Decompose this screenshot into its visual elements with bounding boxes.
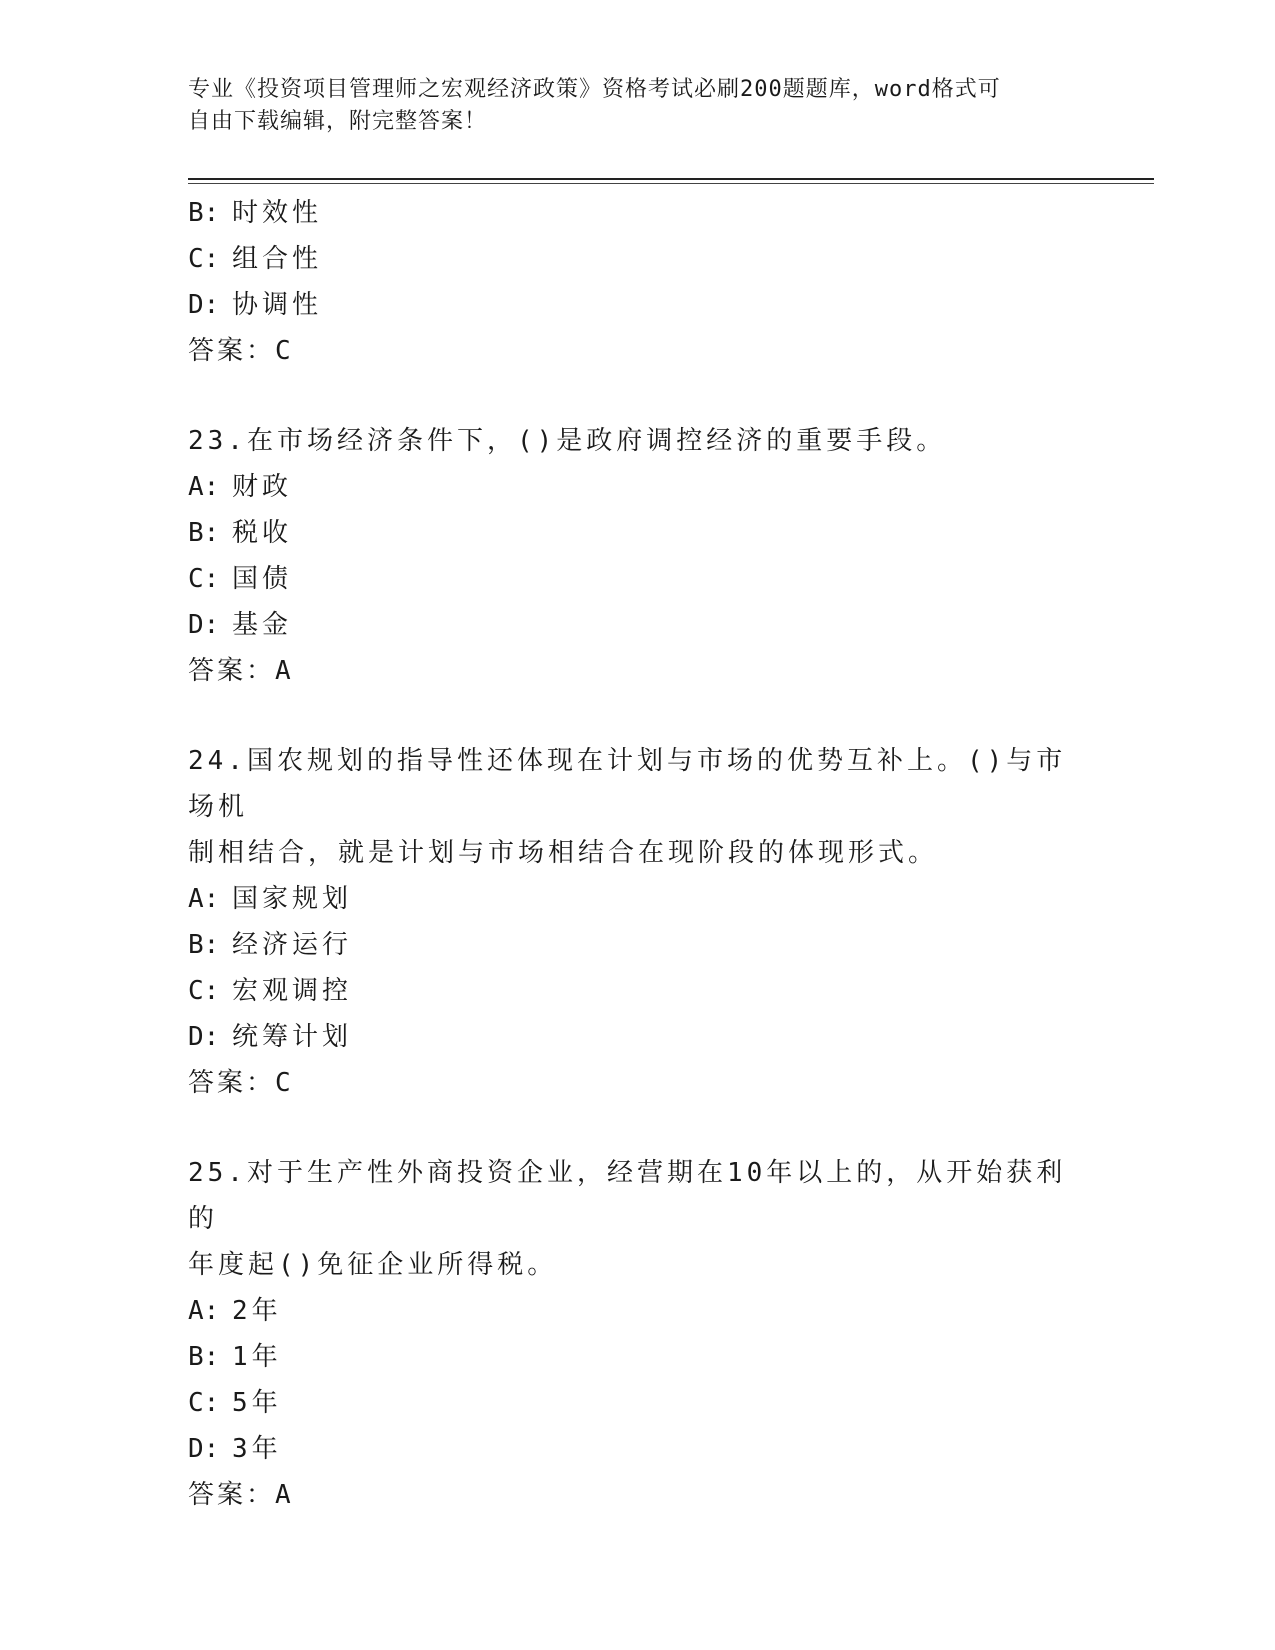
option-text: 统筹计划	[232, 1022, 353, 1052]
header-line-1: 专业《投资项目管理师之宏观经济政策》资格考试必刷200题题库，word格式可	[188, 77, 1001, 102]
option-text: 经济运行	[232, 930, 353, 960]
question-stem-continued: 年度起()免征企业所得税。	[188, 1250, 558, 1280]
option-text: 国家规划	[232, 884, 353, 914]
answer-line: 答案：A	[188, 1480, 294, 1510]
question-list	[188, 190, 1088, 1518]
option-text: 税收	[232, 518, 293, 548]
option-d	[188, 1014, 1088, 1060]
document-header	[188, 74, 1068, 138]
option-text: 5年	[232, 1388, 282, 1418]
option-letter: B:	[188, 518, 220, 548]
option-letter: D:	[188, 610, 220, 640]
option-text: 时效性	[232, 198, 323, 228]
option-letter: A:	[188, 472, 220, 502]
answer-line: 答案：A	[188, 656, 294, 686]
option-letter: B:	[188, 198, 220, 228]
option-a	[188, 1288, 1088, 1334]
option-letter: A:	[188, 884, 220, 914]
option-text: 基金	[232, 610, 293, 640]
option-letter: B:	[188, 1342, 220, 1372]
option-text: 财政	[232, 472, 293, 502]
option-letter: D:	[188, 1434, 220, 1464]
option-letter: C:	[188, 1388, 220, 1418]
option-b	[188, 190, 1088, 236]
option-text: 国债	[232, 564, 293, 594]
option-a	[188, 876, 1088, 922]
option-letter: B:	[188, 930, 220, 960]
answer-line: 答案：C	[188, 336, 294, 366]
question-stem-continued: 制相结合，就是计划与市场相结合在现阶段的体现形式。	[188, 838, 939, 868]
header-divider-thick	[188, 178, 1154, 180]
option-d	[188, 602, 1088, 648]
option-b	[188, 510, 1088, 556]
option-d	[188, 282, 1088, 328]
option-letter: A:	[188, 1296, 220, 1326]
option-letter: C:	[188, 244, 220, 274]
option-c	[188, 1380, 1088, 1426]
option-b	[188, 922, 1088, 968]
question-stem: 23.在市场经济条件下，()是政府调控经济的重要手段。	[188, 426, 947, 456]
option-text: 宏观调控	[232, 976, 353, 1006]
question-stem: 25.对于生产性外商投资企业，经营期在10年以上的，从开始获利的	[188, 1158, 1067, 1234]
option-c	[188, 236, 1088, 282]
option-text: 2年	[232, 1296, 282, 1326]
question-stem: 24.国农规划的指导性还体现在计划与市场的优势互补上。()与市场机	[188, 746, 1067, 822]
option-letter: C:	[188, 976, 220, 1006]
option-c	[188, 556, 1088, 602]
option-a	[188, 464, 1088, 510]
option-text: 3年	[232, 1434, 282, 1464]
option-text: 协调性	[232, 290, 323, 320]
question-23	[188, 418, 1088, 694]
option-text: 组合性	[232, 244, 323, 274]
option-c	[188, 968, 1088, 1014]
header-divider-thin	[188, 183, 1154, 184]
question-25	[188, 1150, 1088, 1518]
option-text: 1年	[232, 1342, 282, 1372]
question-22-continuation	[188, 190, 1088, 374]
option-letter: C:	[188, 564, 220, 594]
option-b	[188, 1334, 1088, 1380]
option-letter: D:	[188, 1022, 220, 1052]
option-letter: D:	[188, 290, 220, 320]
question-24	[188, 738, 1088, 1106]
option-d	[188, 1426, 1088, 1472]
answer-line: 答案：C	[188, 1068, 294, 1098]
header-line-2: 自由下载编辑，附完整答案！	[188, 109, 488, 134]
